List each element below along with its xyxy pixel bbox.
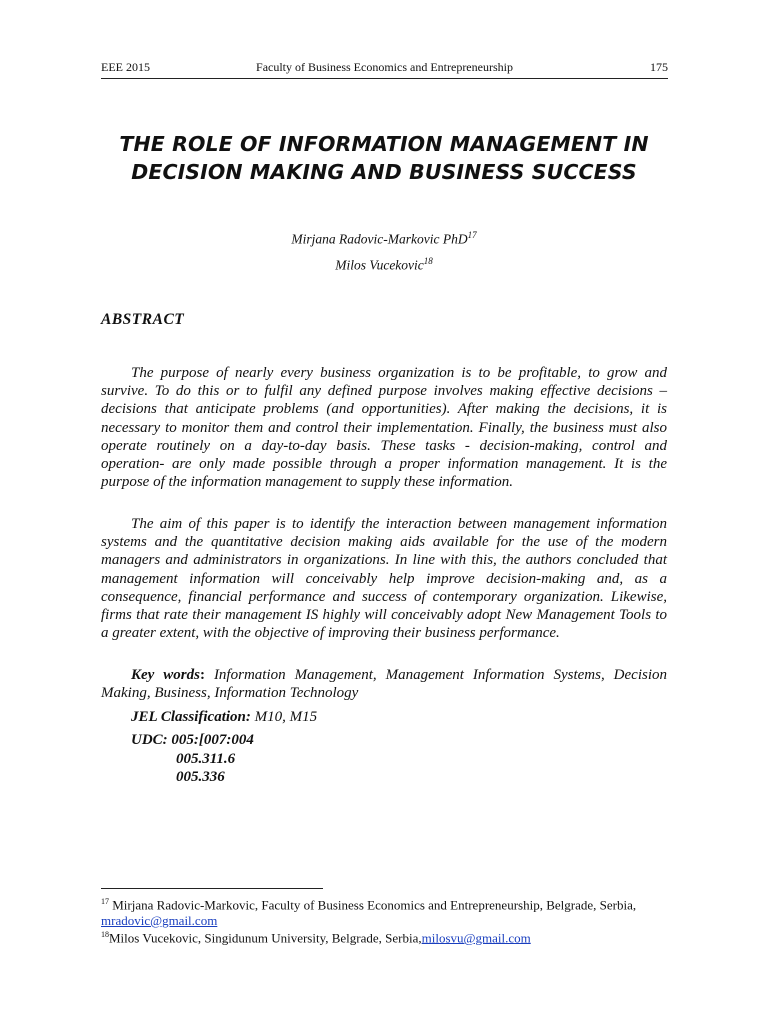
title-line-1: THE ROLE OF INFORMATION MANAGEMENT IN	[119, 132, 649, 156]
jel-label: JEL Classification:	[131, 709, 251, 725]
title-line-2: DECISION MAKING AND BUSINESS SUCCESS	[131, 160, 637, 184]
footnote-18-text: Milos Vucekovic, Singidunum University, Belgrade, Serbia,	[109, 930, 422, 946]
abstract-paragraph-1: The purpose of nearly every business organization is to be profitable, to grow and survive. To do this or to fulfil any defined purpose involves making effective decisions – decisions that anticipate problems (and opportunities). After making the decisions, it is necessary to monitor them and control their implementation. Finally, the business must also operate routinely on a day-to-day basis. These tasks - decision-making, control and operation- are only made possible through a proper information management. It is the purpose of the information management to supply these information.	[101, 365, 667, 491]
footnote-18-number: 18	[101, 930, 109, 939]
author-2	[0, 256, 768, 274]
footnote-17-number: 17	[101, 897, 109, 906]
author-1-footnote-ref[interactable]: 17	[467, 230, 477, 240]
footnote-18-email-link[interactable]: milosvu@gmail.com	[421, 930, 531, 946]
conference-label: EEE 2015	[101, 60, 150, 74]
udc-classification	[131, 731, 254, 787]
footnote-17-email-link[interactable]: mradovic@gmail.com	[101, 912, 218, 928]
footnote-18	[101, 927, 667, 946]
footnote-divider	[101, 888, 323, 889]
author-1-name: Mirjana Radovic-Markovic PhD	[291, 231, 468, 247]
udc-line-2: 005.311.6	[176, 750, 236, 767]
udc-line-1: UDC: 005:[007:004	[131, 732, 254, 748]
author-2-footnote-ref[interactable]: 18	[423, 256, 433, 266]
udc-line-3: 005.336	[176, 769, 225, 785]
jel-value: M10, M15	[254, 709, 318, 725]
keywords-text: Information Management, Management Information Systems, Decision Making, Business, Information Technology	[101, 667, 668, 702]
footnote-17-text: Mirjana Radovic-Markovic, Faculty of Business Economics and Entrepreneurship, Belgrade, Serbia,	[112, 897, 637, 913]
page-number: 175	[650, 60, 668, 74]
faculty-name: Faculty of Business Economics and Entrepreneurship	[256, 60, 513, 74]
jel-classification	[131, 709, 317, 726]
keywords: Key words: Information Management, Management Information Systems, Decision Making, Business, Information Technology	[101, 667, 668, 702]
author-2-name: Milos Vucekovic	[335, 257, 424, 273]
abstract-paragraph-2: The aim of this paper is to identify the interaction between management information systems and the quantitative decision making aids available for the use of the modern managers and administrators in organizations. In line with this, the authors concluded that management information will conceivably help improve decision-making and, as a consequence, financial performance and success of contemporary organization. Likewise, firms that rate their management IS highly will conceivably adopt New Management Tools to a greater extent, with the objective of improving their business performance.	[101, 516, 667, 642]
keywords-label: Key words	[131, 667, 200, 683]
running-header	[101, 60, 668, 79]
author-1	[0, 230, 768, 248]
abstract-heading: ABSTRACT	[101, 311, 185, 328]
paper-title	[80, 130, 688, 186]
footnote-17	[101, 894, 667, 928]
